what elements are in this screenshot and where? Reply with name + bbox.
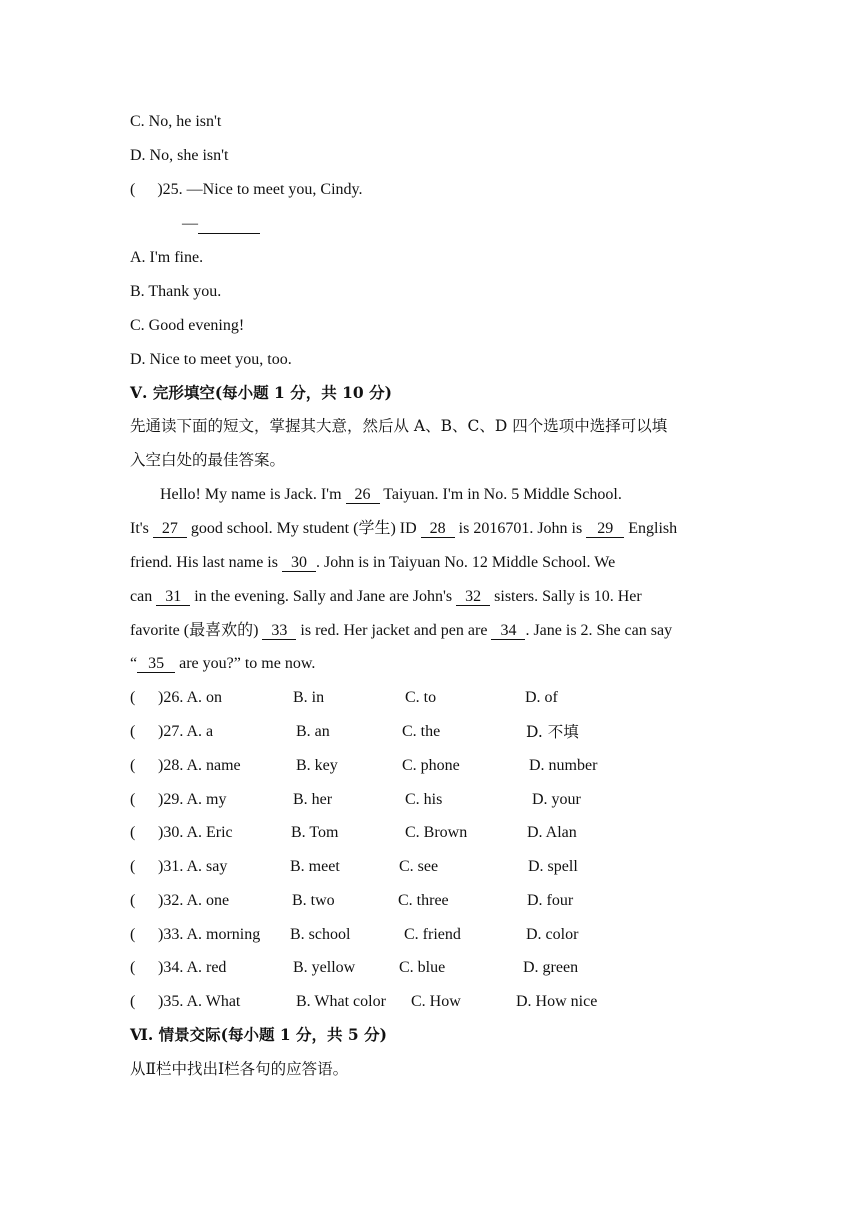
answer-option: )32. A. one <box>158 892 230 909</box>
answer-option: B. an <box>296 723 330 740</box>
answer-option: B. yellow <box>293 959 356 976</box>
answer-option: C. see <box>399 858 439 875</box>
answer-option: B. key <box>296 757 338 774</box>
blank-26: 26 <box>346 486 380 504</box>
instruction-text: 入空白处的最佳答案。 <box>130 451 286 469</box>
blank-28: 28 <box>421 520 455 538</box>
answer-option: )28. A. name <box>158 757 241 774</box>
response-line: — <box>182 214 260 234</box>
passage-line: favorite (最喜欢的) 33 is red. Her jacket and pen are 34 . Jane is 2. She can say <box>130 622 673 639</box>
answer-option: D. number <box>529 757 598 774</box>
passage-line: It's 27 good school. My student (学生) ID 28 is 2016701. John is 29 English <box>130 520 678 537</box>
answer-paren: ( <box>130 993 136 1010</box>
instruction-text: 从Ⅱ栏中找出Ⅰ栏各句的应答语。 <box>130 1060 349 1078</box>
answer-option: )27. A. a <box>158 723 214 740</box>
answer-paren: ( <box>130 791 136 808</box>
option-b: B. Thank you. <box>130 283 222 300</box>
option-c: C. No, he isn't <box>130 113 222 130</box>
answer-option: D. Alan <box>527 824 577 841</box>
answer-option: D. four <box>527 892 574 909</box>
answer-option: )34. A. red <box>158 959 227 976</box>
answer-option: C. phone <box>402 757 460 774</box>
answer-option: C. friend <box>404 926 461 943</box>
answer-option: )35. A. What <box>158 993 241 1010</box>
answer-option: B. Tom <box>291 824 339 841</box>
passage-line: friend. His last name is 30 . John is in Taiyuan No. 12 Middle School. We <box>130 554 616 571</box>
option-d: D. Nice to meet you, too. <box>130 351 292 368</box>
section-heading: Ⅴ. 完形填空(每小题 1 分，共 10 分) <box>130 383 392 402</box>
answer-paren: ( <box>130 892 136 909</box>
answer-option: B. her <box>293 791 333 808</box>
question-stem: )25. —Nice to meet you, Cindy. <box>157 181 363 198</box>
answer-option: )30. A. Eric <box>158 824 233 841</box>
answer-option: D. green <box>523 959 579 976</box>
instruction-text: 先通读下面的短文，掌握其大意，然后从 A、B、C、D 四个选项中选择可以填 <box>130 417 668 435</box>
answer-option: B. meet <box>290 858 340 875</box>
answer-option: D. spell <box>528 858 578 875</box>
answer-option: C. to <box>405 689 437 706</box>
blank-30: 30 <box>282 554 316 572</box>
answer-paren: ( <box>130 858 136 875</box>
answer-option: D. your <box>532 791 581 808</box>
answer-paren: ( <box>130 757 136 774</box>
answer-paren: ( <box>130 723 136 740</box>
blank-34: 34 <box>491 622 525 640</box>
answer-option: C. the <box>402 723 441 740</box>
passage-line: can 31 in the evening. Sally and Jane are John's 32 sisters. Sally is 10. Her <box>130 588 642 605</box>
answer-paren: ( <box>130 181 136 198</box>
option-d: D. No, she isn't <box>130 147 229 164</box>
answer-option: B. school <box>290 926 351 943</box>
answer-option: B. two <box>292 892 335 909</box>
answer-option: C. How <box>411 993 461 1010</box>
answer-blank <box>198 217 260 234</box>
answer-paren: ( <box>130 824 136 841</box>
passage-line: Hello! My name is Jack. I'm 26 Taiyuan. I'm in No. 5 Middle School. <box>160 486 622 503</box>
answer-option: B. What color <box>296 993 386 1010</box>
answer-option: D. How nice <box>516 993 598 1010</box>
answer-paren: ( <box>130 689 136 706</box>
answer-option: C. blue <box>399 959 446 976</box>
answer-option: )31. A. say <box>158 858 228 875</box>
answer-option: D. color <box>526 926 579 943</box>
blank-29: 29 <box>586 520 624 538</box>
blank-31: 31 <box>156 588 190 606</box>
blank-35: 35 <box>137 655 175 673</box>
option-a: A. I'm fine. <box>130 249 204 266</box>
answer-option: )33. A. morning <box>158 926 261 943</box>
question-25 <box>130 180 362 200</box>
answer-paren: ( <box>130 959 136 976</box>
answer-option: )29. A. my <box>158 791 227 808</box>
blank-32: 32 <box>456 588 490 606</box>
answer-option: C. three <box>398 892 449 909</box>
passage-line: “ 35 are you?” to me now. <box>130 655 316 672</box>
section-heading: Ⅵ. 情景交际(每小题 1 分，共 5 分) <box>130 1025 387 1044</box>
answer-option: C. his <box>405 791 443 808</box>
answer-option: D. of <box>525 689 558 706</box>
blank-27: 27 <box>153 520 187 538</box>
answer-option: D. 不填 <box>526 723 579 741</box>
blank-33: 33 <box>262 622 296 640</box>
answer-option: )26. A. on <box>158 689 222 706</box>
answer-paren: ( <box>130 926 136 943</box>
answer-option: B. in <box>293 689 325 706</box>
option-c: C. Good evening! <box>130 317 245 334</box>
answer-option: C. Brown <box>405 824 468 841</box>
